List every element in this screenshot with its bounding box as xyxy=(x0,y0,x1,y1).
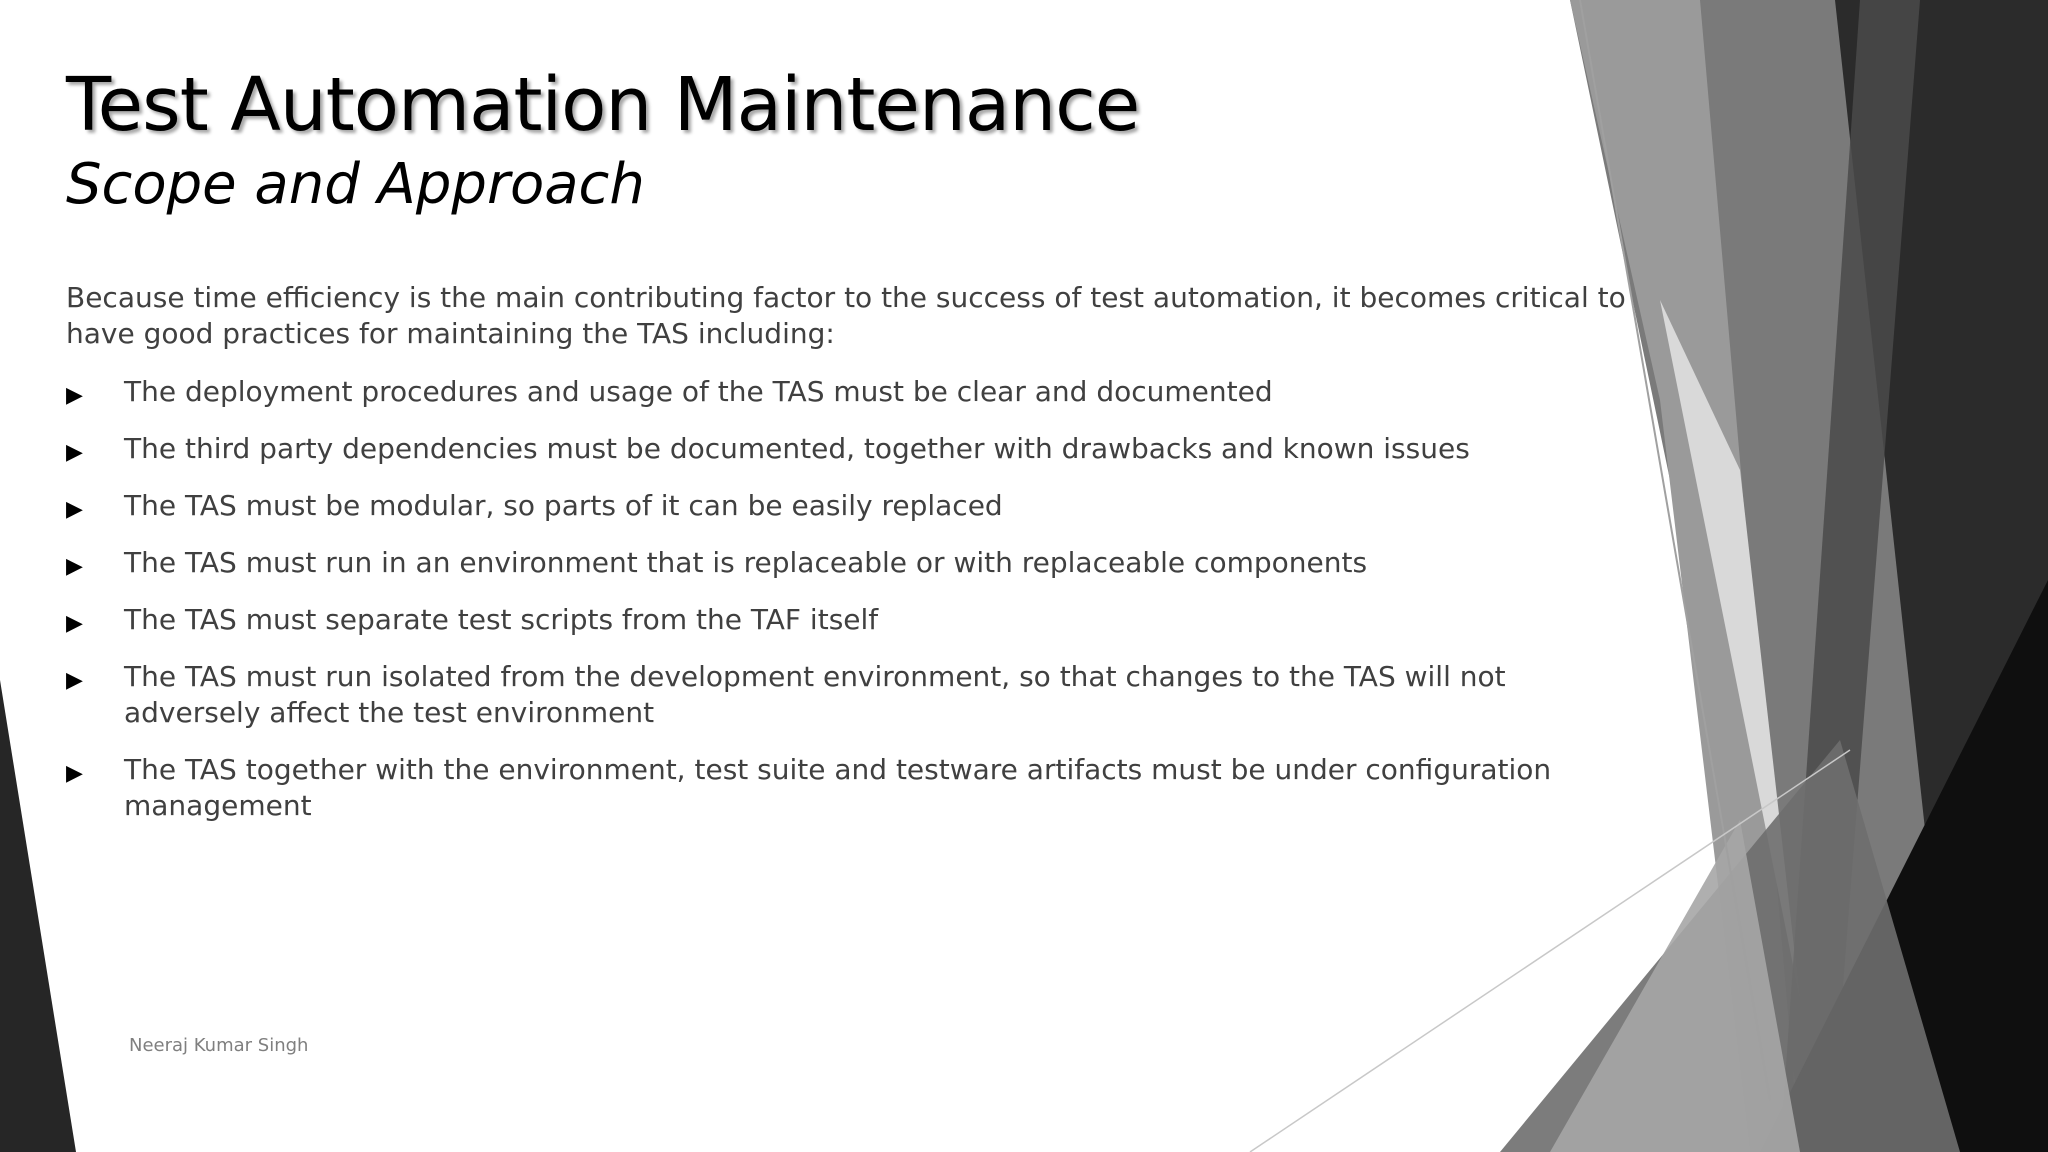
list-item xyxy=(66,431,1626,467)
triangle-right-icon: ▶ xyxy=(66,611,83,636)
list-item xyxy=(66,602,1626,638)
footer-author: Neeraj Kumar Singh xyxy=(129,1035,309,1056)
list-item xyxy=(66,752,1626,824)
list-item xyxy=(66,488,1626,524)
intro-paragraph: Because time efficiency is the main contributing factor to the success of test automation, it becomes critical to have good practices for maintaining the TAS including: xyxy=(66,281,1626,350)
triangle-right-icon: ▶ xyxy=(66,497,83,522)
triangle-right-icon: ▶ xyxy=(66,668,83,693)
list-item xyxy=(66,374,1626,410)
list-item-text: The deployment procedures and usage of the TAS must be clear and documented xyxy=(124,375,1273,408)
bullet-list xyxy=(66,374,1626,845)
triangle-right-icon: ▶ xyxy=(66,761,83,786)
list-item xyxy=(66,545,1626,581)
triangle-right-icon: ▶ xyxy=(66,383,83,408)
list-item-text: The third party dependencies must be documented, together with drawbacks and known issues xyxy=(124,432,1470,465)
slide-title: Test Automation Maintenance xyxy=(66,62,1140,148)
list-item-text: The TAS must run isolated from the development environment, so that changes to the TAS will not adversely affect the test environment xyxy=(124,660,1506,729)
list-item-text: The TAS must run in an environment that is replaceable or with replaceable components xyxy=(124,546,1368,579)
left-dark-shape xyxy=(0,680,76,1152)
slide-subtitle: Scope and Approach xyxy=(66,152,645,217)
list-item xyxy=(66,659,1626,731)
list-item-text: The TAS must be modular, so parts of it can be easily replaced xyxy=(124,489,1003,522)
list-item-text: The TAS must separate test scripts from the TAF itself xyxy=(124,603,879,636)
triangle-right-icon: ▶ xyxy=(66,440,83,465)
list-item-text: The TAS together with the environment, test suite and testware artifacts must be under configuration management xyxy=(124,753,1552,822)
triangle-right-icon: ▶ xyxy=(66,554,83,579)
